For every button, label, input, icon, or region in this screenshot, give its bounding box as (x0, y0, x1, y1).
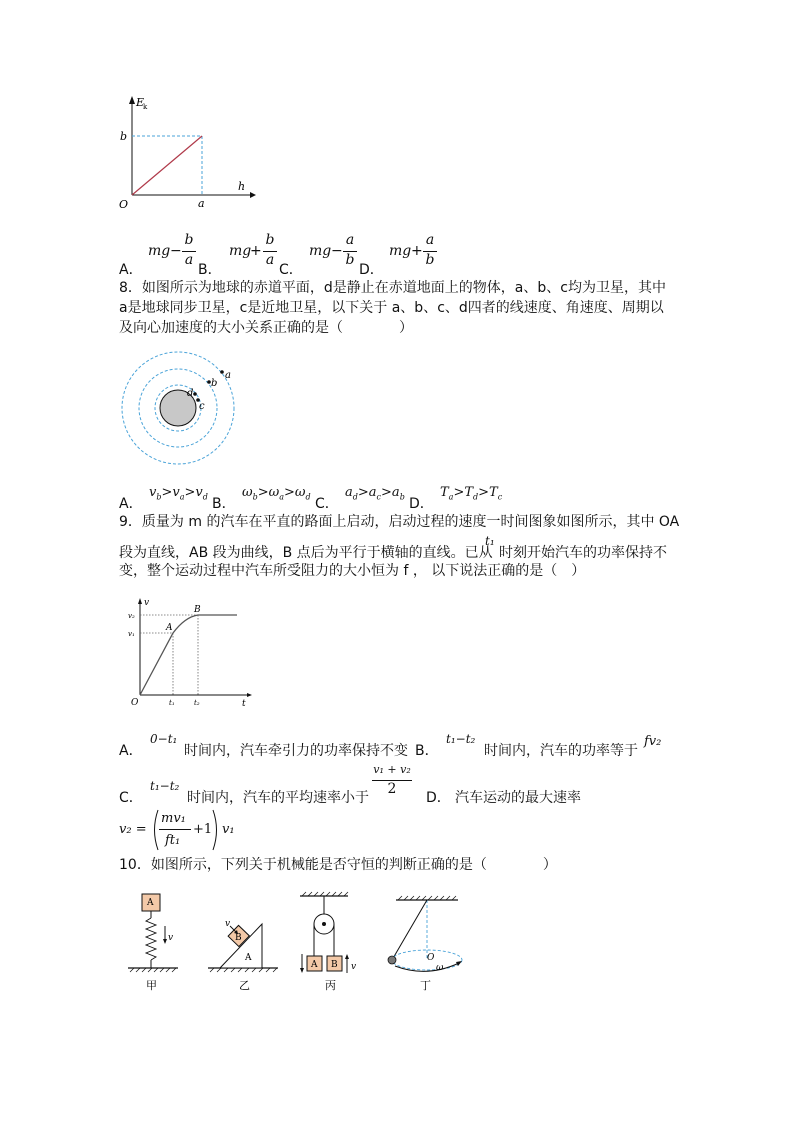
q9-stem-line2b: 时刻开始汽车的功率保持不 (499, 545, 667, 561)
q8-option-d-label: D． (409, 496, 434, 512)
q8-option-b-label: B． (212, 496, 236, 512)
t2-label: t₂ (194, 699, 200, 707)
mechanical-energy-figures (120, 886, 480, 996)
fig-label-yi: 乙 (239, 979, 250, 992)
fig-label-jia: 甲 (146, 979, 157, 992)
formula-num: mv₁ (161, 811, 186, 826)
q8-stem-line1: 8．如图所示为地球的赤道平面，d是静止在赤道地面上的物体，a、b、c均为卫星，其中 (119, 280, 666, 296)
frac-num: b (265, 232, 275, 248)
q9-max-speed-formula (119, 808, 269, 852)
formula-den: ft₁ (165, 833, 181, 848)
q9-option-a-range: 0−t₁ (150, 732, 178, 746)
t-axis-label: t (242, 699, 246, 709)
q9-option-b-label: B． (415, 743, 439, 759)
point-b-label: B (194, 605, 201, 615)
yi-wedge-label: A (245, 953, 252, 963)
q7-opt-d-mg: mg (389, 243, 412, 259)
q8-stem-line3: 及向心加速度的大小关系正确的是（ ） (119, 320, 413, 336)
bing-right-block-label: B (331, 960, 338, 970)
q10-stem-line1: 10．如图所示，下列关于机械能是否守恒的判断正确的是（ ） (119, 857, 557, 873)
q7-opt-a-mg: mg (148, 243, 171, 259)
q9-option-b-text: 时间内，汽车的功率等于 (484, 743, 638, 759)
sat-c-label: c (199, 401, 205, 412)
q8-option-c-expr: $a_d>a_c>a_b$ (345, 485, 405, 502)
q9-option-c-range: t₁−t₂ (150, 779, 180, 793)
frac-den: b (345, 252, 355, 268)
q7-opt-d-plus: + (411, 243, 423, 259)
y-axis-label: E (136, 96, 145, 109)
q7-option-b-label: B． (198, 262, 222, 278)
bing-v-label: v (351, 962, 357, 972)
frac-num: a (345, 232, 355, 248)
q7-opt-c-mg: mg (309, 243, 332, 259)
frac-num: b (184, 232, 194, 248)
frac-num: a (425, 232, 435, 248)
orbit-diagram (118, 348, 242, 472)
q9-option-a-label: A． (119, 743, 143, 759)
q9-option-b-range: t₁−t₂ (446, 732, 476, 746)
b-tick-label: b (120, 130, 128, 143)
jia-v-label: v (168, 933, 174, 943)
bing-left-block-label: A (311, 960, 318, 970)
q7-opt-a-minus: − (170, 243, 182, 259)
q9-stem-t1: t₁ (485, 534, 495, 548)
frac-den: a (265, 252, 275, 268)
point-a-label: A (166, 623, 173, 633)
v2-label: v₂ (128, 612, 135, 620)
obj-d-label: d (187, 388, 194, 399)
frac-den: 2 (387, 781, 397, 797)
origin-label: O (119, 198, 129, 211)
q9-option-d-label: D． (426, 790, 451, 806)
q9-stem-line3: 变，整个运动过程中汽车所受阻力的大小恒为 f ， 以下说法正确的是（ ） (119, 563, 586, 579)
ding-o-label: O (427, 953, 435, 963)
jia-block-label: A (147, 898, 154, 908)
q9-option-d-text: 汽车运动的最大速率 (455, 790, 581, 806)
fig-yi (208, 924, 278, 972)
q9-option-c-text: 时间内，汽车的平均速率小于 (187, 790, 369, 806)
q8-option-c-label: C． (315, 496, 339, 512)
a-tick-label: a (198, 197, 205, 210)
fig-label-ding: 丁 (420, 979, 431, 992)
frac-den: a (184, 252, 194, 268)
sat-b-label: b (211, 378, 218, 389)
q9-option-c-label: C． (119, 790, 143, 806)
q9-option-a-text: 时间内，汽车牵引力的功率保持不变 (184, 743, 408, 759)
v-axis-label: v (144, 598, 150, 608)
q8-option-b-expr: $\omega_b>\omega_a>\omega_d$ (242, 485, 311, 502)
q7-option-a-label: A． (119, 262, 143, 278)
fig-bing (300, 892, 349, 973)
frac-den: b (425, 252, 435, 268)
origin-label: O (131, 698, 139, 708)
sat-a-label: a (225, 370, 231, 381)
q8-stem-line2: a是地球同步卫星，c是近地卫星，以下关于 a、b、c、d四者的线速度、角速度、周期以 (119, 300, 664, 316)
q8-option-d-expr: $T_a>T_d>T_c$ (440, 485, 503, 502)
ek-h-graph (110, 90, 260, 215)
t1-label: t₁ (169, 699, 175, 707)
frac-num: v₁ + v₂ (373, 763, 411, 776)
q7-option-c-label: C． (279, 262, 303, 278)
q9-stem-line1: 9．质量为 m 的汽车在平直的路面上启动，启动过程的速度一时间图象如图所示，其中 OA (119, 514, 680, 530)
velocity-time-graph (125, 595, 255, 710)
fig-ding (388, 896, 462, 971)
formula-plus: +1 (193, 822, 213, 837)
ding-omega-label: ω (436, 963, 444, 973)
x-axis-label: h (238, 180, 246, 193)
yi-block-label: B (235, 933, 242, 943)
q9-stem-line2a: 段为直线，AB 段为曲线，B 点后为平行于横轴的直线。已从 (119, 545, 493, 561)
q9-option-b-expr: fv₂ (644, 734, 662, 749)
fig-label-bing: 丙 (325, 979, 336, 992)
q7-opt-b-plus: + (250, 243, 262, 259)
formula-lhs: v₂ = (119, 822, 147, 837)
q7-option-d-label: D． (359, 262, 384, 278)
y-axis-sub: k (143, 103, 148, 111)
q7-opt-b-mg: mg (229, 243, 252, 259)
formula-tail: v₁ (222, 822, 235, 837)
q8-option-a-expr: $v_b>v_a>v_d$ (149, 485, 208, 502)
yi-v-label: v (225, 919, 231, 929)
v1-label: v₁ (128, 630, 135, 638)
q8-option-a-label: A． (119, 496, 143, 512)
q7-opt-c-minus: − (331, 243, 343, 259)
